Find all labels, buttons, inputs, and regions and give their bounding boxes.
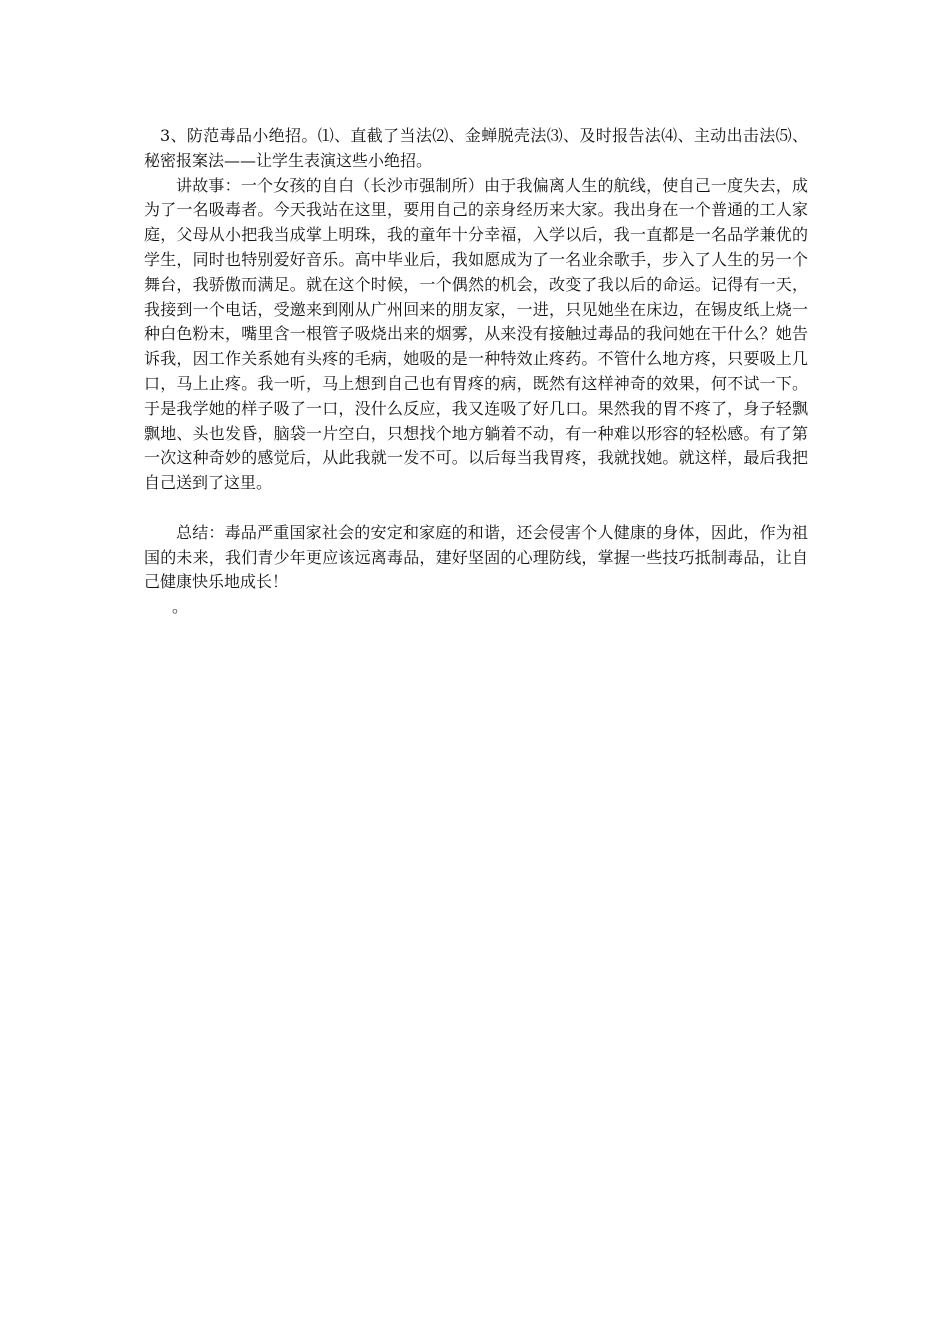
paragraph-story: 讲故事：一个女孩的自白（长沙市强制所）由于我偏离人生的航线，使自己一度失去，成为了一名吸毒者。今天我站在这里，要用自己的亲身经历来大家。我出身在一个普通的工人家庭，父母从小把我当成掌上明珠，我的童年十分幸福，入学以后，我一直都是一名品学兼优的学生，同时也特别爱好音乐。高中毕业后，我如愿成为了一名业余歌手，步入了人生的另一个舞台，我骄傲而满足。就在这个时候，一个偶然的机会，改变了我以后的命运。记得有一天，我接到一个电话，受邀来到刚从广州回来的朋友家，一进，只见她坐在床边，在锡皮纸上烧一种白色粉末，嘴里含一根管子吸烧出来的烟雾，从来没有接触过毒品的我问她在干什么？她告诉我，因工作关系她有头疼的毛病，她吸的是一种特效止疼药。不管什么地方疼，只要吸上几口，马上止疼。我一听，马上想到自己也有胃疼的病，既然有这样神奇的效果，何不试一下。于是我学她的样子吸了一口，没什么反应，我又连吸了好几口。果然我的胃不疼了，身子轻飘飘地、头也发昏，脑袋一片空白，只想找个地方躺着不动，有一种难以形容的轻松感。有了第一次这种奇妙的感觉后，从此我就一发不可。以后每当我胃疼，我就找她。就这样，最后我把自己送到了这里。 (144, 175, 808, 493)
document-body (144, 124, 808, 620)
paragraph-drug-prevention-tips: 3、防范毒品小绝招。⑴、直截了当法⑵、金蝉脱壳法⑶、及时报告法⑷、主动出击法⑸、秘密报案法——让学生表演这些小绝招。 (144, 126, 808, 170)
blank-line (144, 496, 808, 521)
paragraph-summary: 总结：毒品严重国家社会的安定和家庭的和谐，还会侵害个人健康的身体，因此，作为祖国的未来，我们青少年更应该远离毒品，建好坚固的心理防线，掌握一些技巧抵制毒品，让自己健康快乐地成长！ (144, 522, 808, 592)
end-mark: 。 (172, 597, 189, 617)
